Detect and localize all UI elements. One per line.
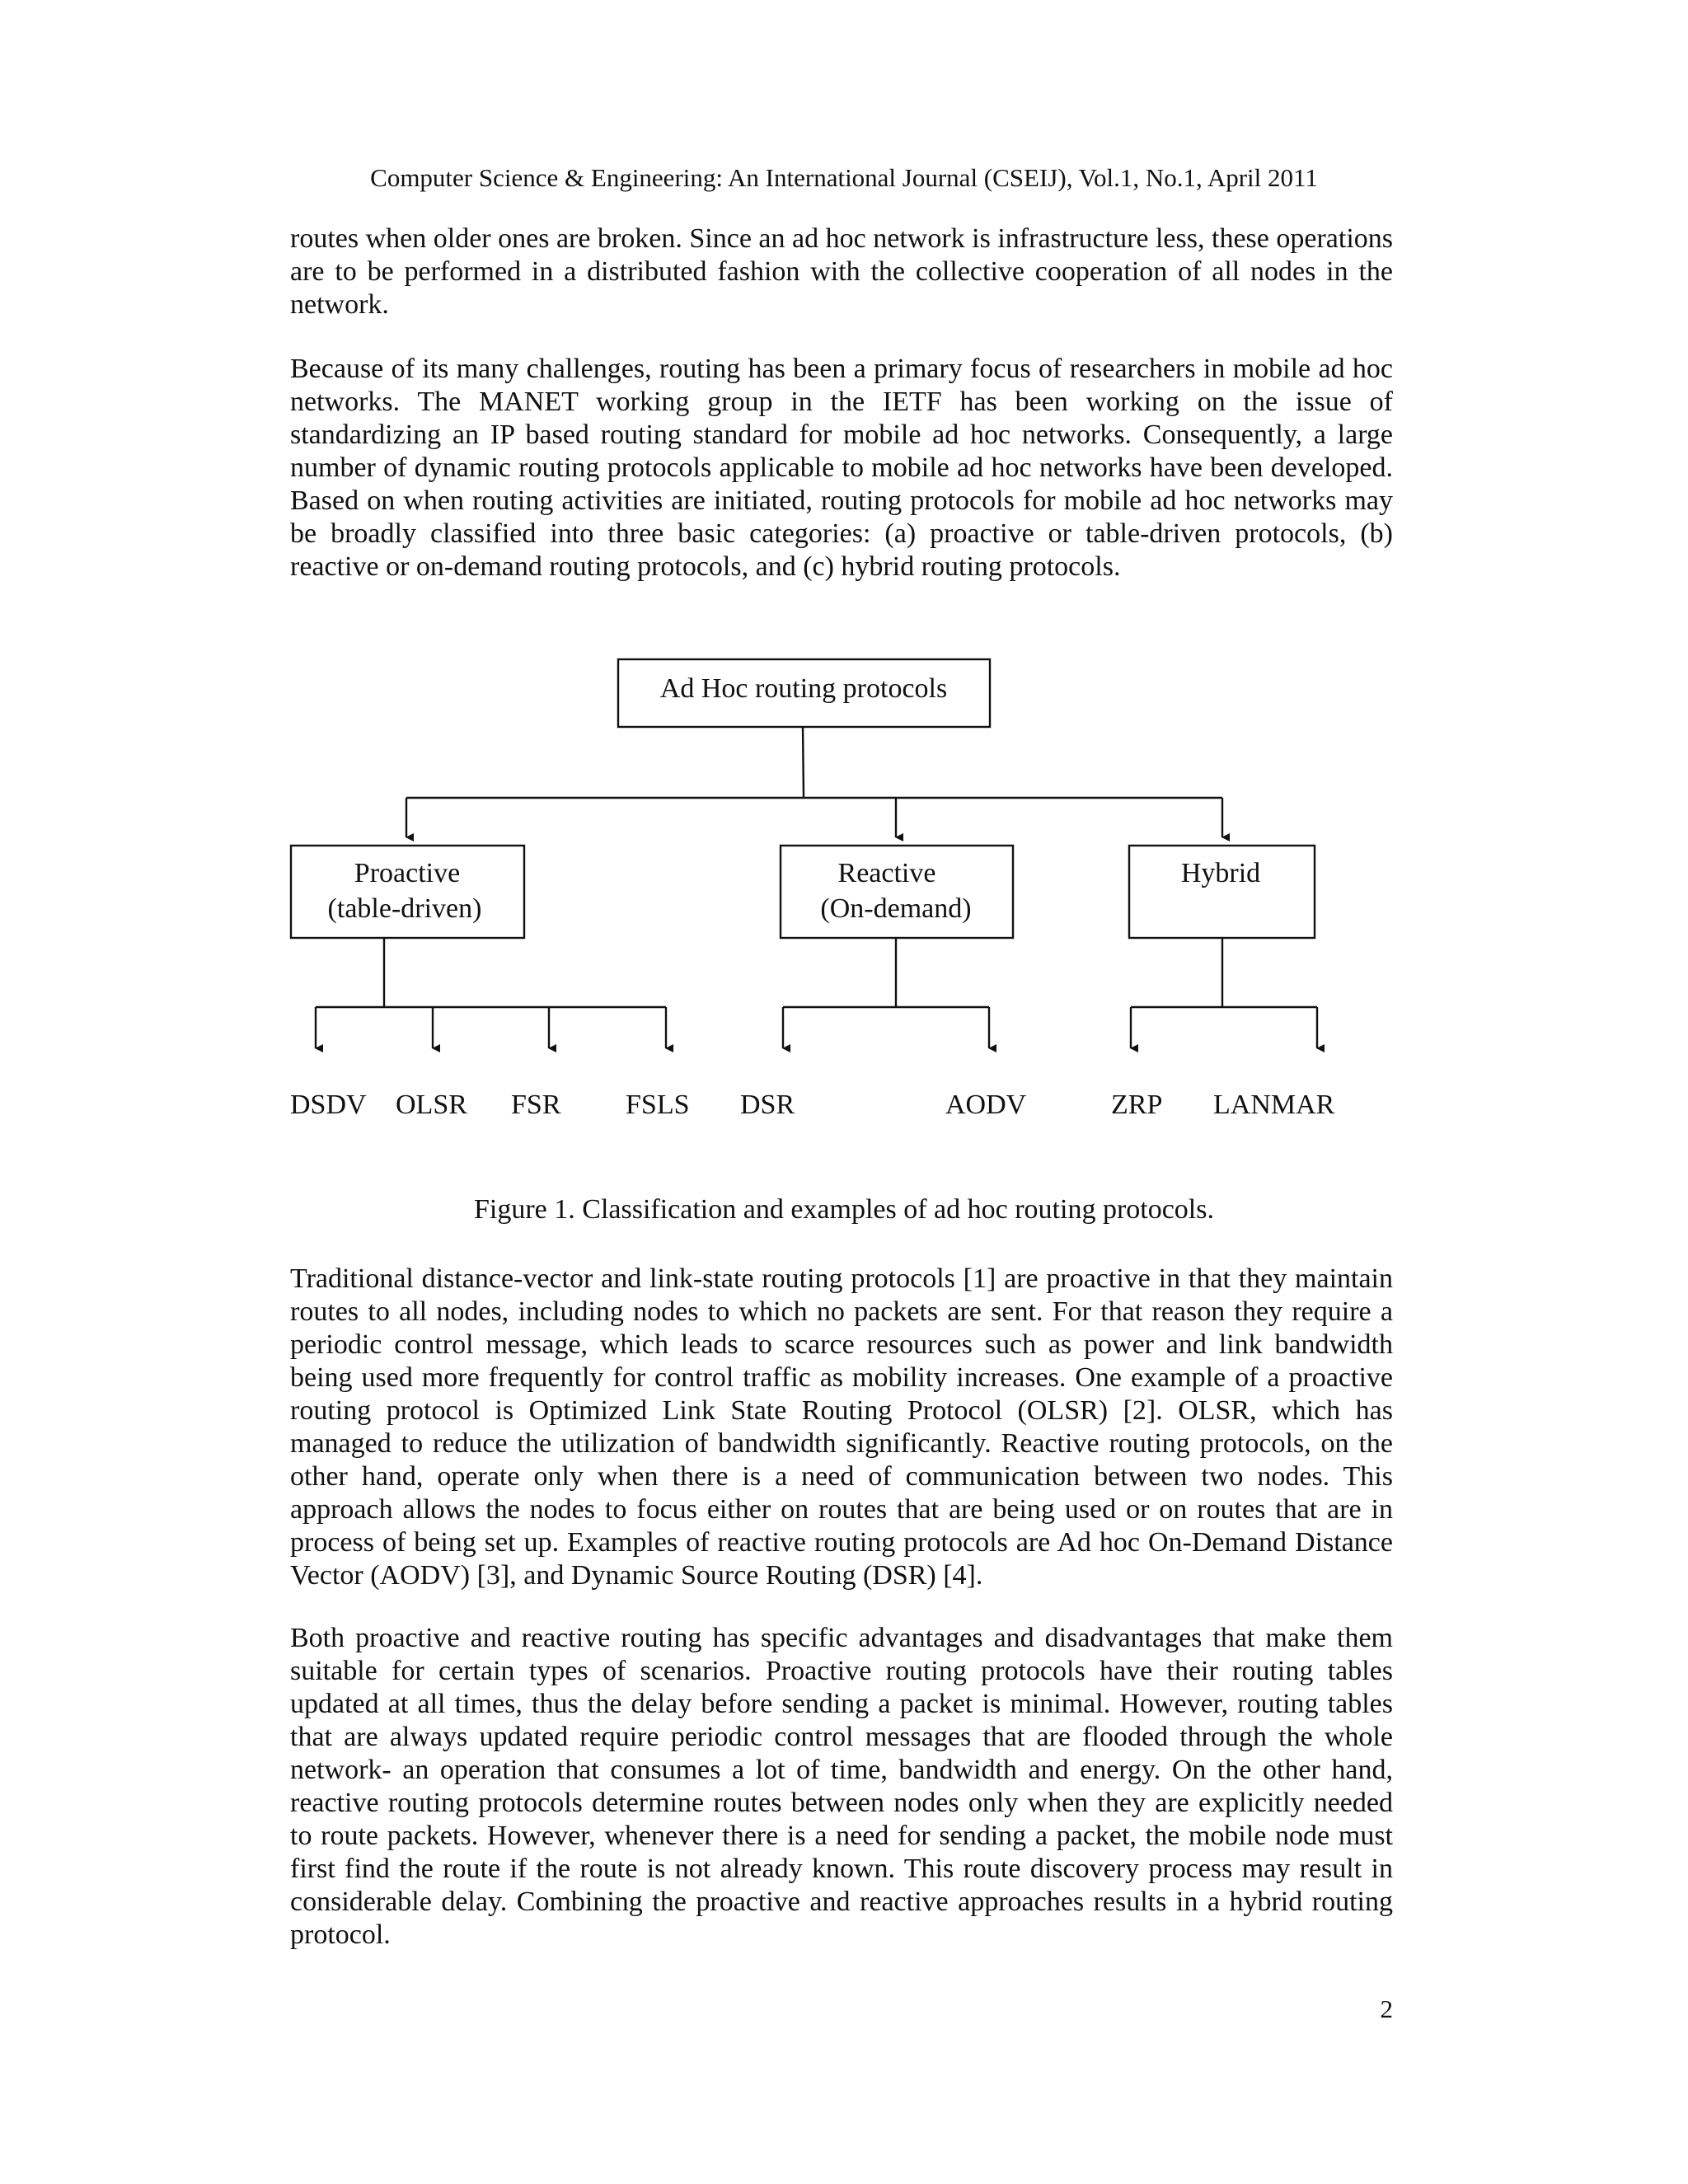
- body-paragraph: Because of its many challenges, routing has been a primary focus of researchers in mobile ad hoc networks. The MANET working group in the IETF has been working on the issue of standardizing an IP based routing standard for mobile ad hoc networks. Consequently, a large number of dynamic routing protocols applicable to mobile ad hoc networks have been developed. Based on when routing activities are initiated, routing protocols for mobile ad hoc networks may be broadly classified into three basic categories: (a) proactive or table-driven protocols, (b) reactive or on-demand routing protocols, and (c) hybrid routing protocols.: [290, 354, 1393, 582]
- body-paragraph: routes when older ones are broken. Since an ad hoc network is infrastructure less, these operations are to be performed in a distributed fashion with the collective cooperation of all nodes in the network.: [290, 223, 1393, 320]
- page-number: 2: [1380, 1994, 1393, 2023]
- protocol-label-aodv: AODV: [945, 1090, 1027, 1120]
- protocol-label-dsr: DSR: [740, 1090, 795, 1120]
- proactive-label: Proactive: [354, 858, 461, 888]
- hybrid-label: Hybrid: [1180, 858, 1261, 888]
- protocol-label-olsr: OLSR: [396, 1090, 467, 1120]
- protocol-label-fsls: FSLS: [626, 1090, 690, 1120]
- body-paragraph: Both proactive and reactive routing has specific advantages and disadvantages that make them suitable for certain types of scenarios. Proactive routing protocols have their routing tables updated at all times, thus the delay before sending a packet is minimal. However, routing tables that are always updated require periodic control messages that are flooded through the whole network- an operation that consumes a lot of time, bandwidth and energy. On the other hand, reactive routing protocols determine routes between nodes only when they are explicitly needed to route packets. However, whenever there is a need for sending a packet, the mobile node must first find the route if the route is not already known. This route discovery process may result in considerable delay. Combining the proactive and reactive approaches results in a hybrid routing protocol.: [290, 1623, 1393, 1950]
- protocol-label-zrp: ZRP: [1111, 1090, 1163, 1120]
- root-label: Ad Hoc routing protocols: [659, 673, 948, 704]
- reactive-label: Reactive: [837, 858, 936, 888]
- protocol-label-dsdv: DSDV: [290, 1090, 367, 1120]
- protocol-label-fsr: FSR: [511, 1090, 561, 1120]
- body-paragraph: Traditional distance-vector and link-state routing protocols [1] are proactive in that they maintain routes to all nodes, including nodes to which no packets are sent. For that reason they require a periodic control message, which leads to scarce resources such as power and link bandwidth being used more frequently for control traffic as mobility increases. One example of a proactive routing protocol is Optimized Link State Routing Protocol (OLSR) [2]. OLSR, which has managed to reduce the utilization of bandwidth significantly. Reactive routing protocols, on the other hand, operate only when there is a need of communication between two nodes. This approach allows the nodes to focus either on routes that are being used or on routes that are in process of being set up. Examples of reactive routing protocols are Ad hoc On-Demand Distance Vector (AODV) [3], and Dynamic Source Routing (DSR) [4].: [290, 1263, 1393, 1591]
- reactive-sublabel: (On-demand): [820, 893, 972, 924]
- running-header: Computer Science & Engineering: An International Journal (CSEIJ), Vol.1, No.1, April 2011: [370, 163, 1318, 192]
- figure-caption: Figure 1. Classification and examples of ad hoc routing protocols.: [474, 1194, 1214, 1225]
- proactive-sublabel: (table-driven): [327, 893, 482, 924]
- protocol-label-lanmar: LANMAR: [1213, 1090, 1335, 1120]
